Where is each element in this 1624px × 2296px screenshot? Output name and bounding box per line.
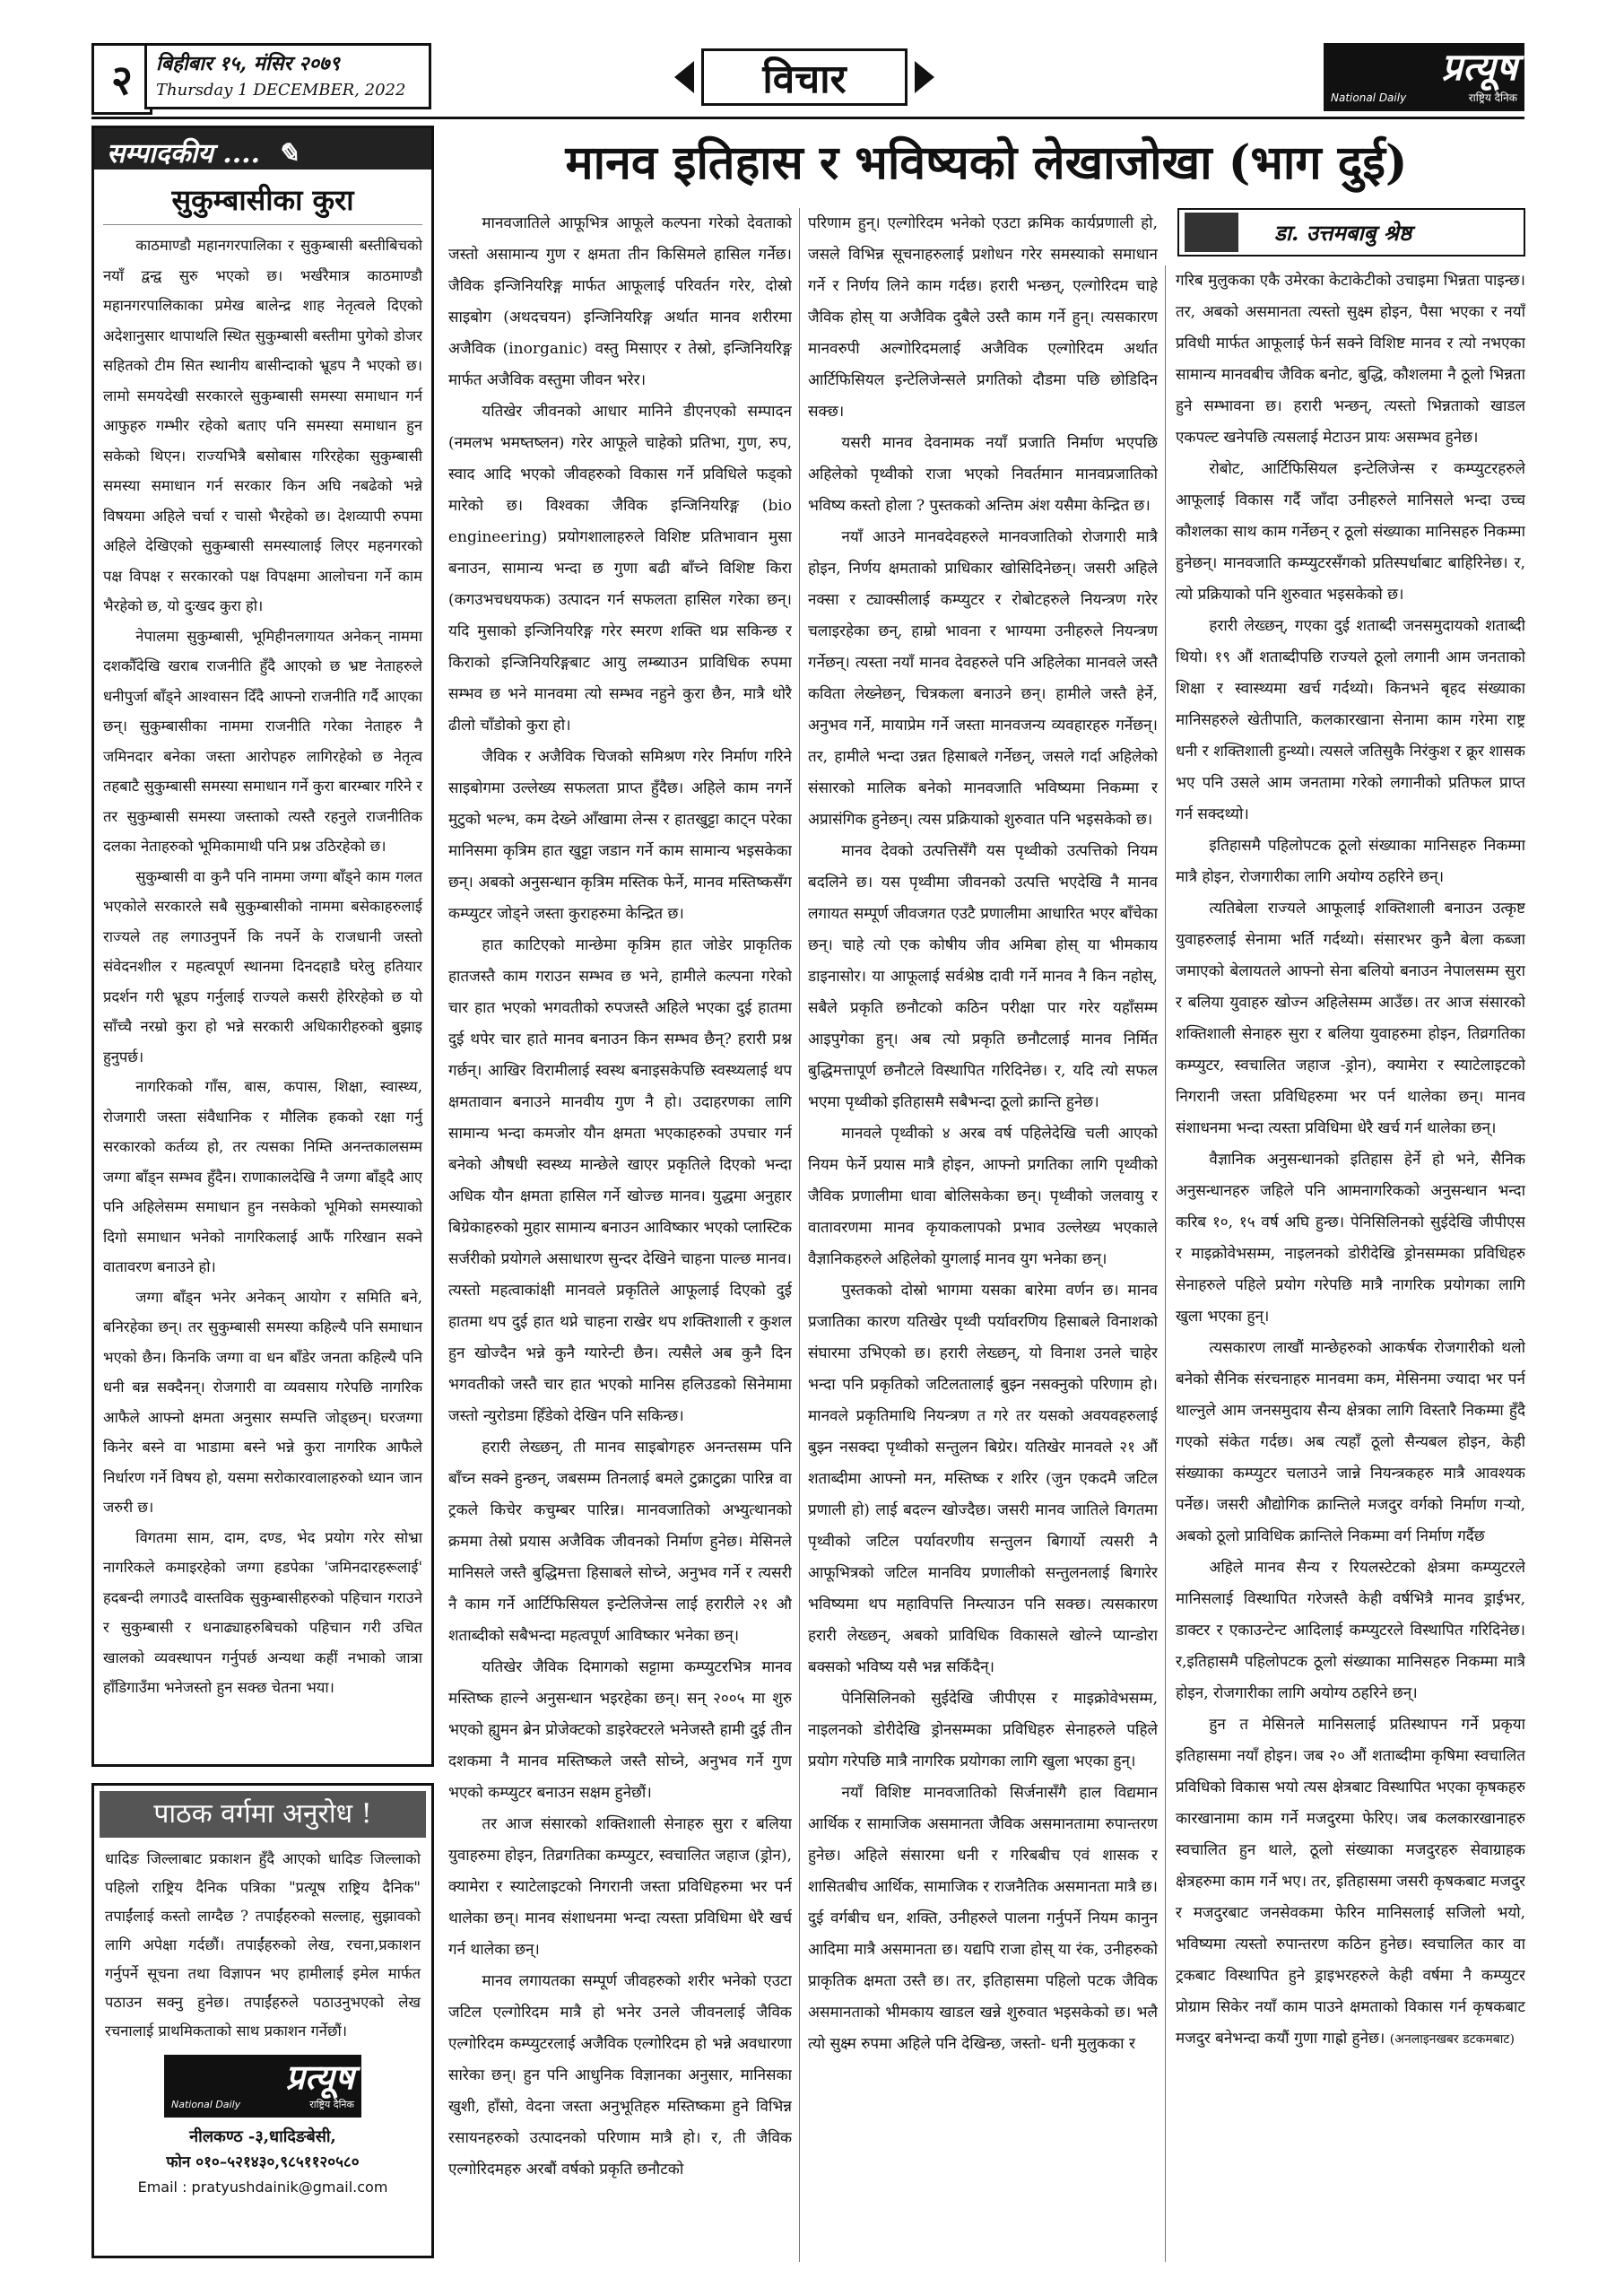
right-arrow-icon (915, 61, 934, 93)
editorial-title: सुकुम्बासीका कुरा (103, 170, 422, 225)
editorial-paragraph: सुकुम्बासी वा कुनै पनि नाममा जग्गा बाँड्ने काम गलत भएकोले सरकारले सबै सुकुम्बासीको नाममा बसेकाहरुलाई राज्यले तह लगाउनुपर्ने कि नपर्ने के राजधानी जस्तो संवेदनशील र महत्वपूर्ण स्थानमा दिनदहाडै घरेलु हतियार प्रदर्शन गरी भ्रूडप गर्नुलाई राज्यले कसरी हेरिरहेको छ यो साँच्चै नरम्रो कुरा हो भन्ने सरकारी अधिकारीहरुको बुझाइ हुनुपर्छ। (103, 867, 422, 1065)
section-banner (674, 45, 934, 109)
editorial-body (94, 225, 431, 1709)
publisher-email: Email : pratyushdainik@gmail.com (137, 2179, 388, 2196)
editorial-label: सम्पादकीय .... (107, 138, 261, 170)
article-paragraph: अहिले मानव सैन्य र रियलस्टेटको क्षेत्रमा कम्प्युटरले मानिसलाई विस्थापित गरेजस्तै केही वर्षभित्रै मानव ड्राईभर, डाक्टर र एकाउन्टेन्ट आदिलाई कम्प्युटरले विस्थापित गरिदिनेछ। र,इतिहासमै पहिलोपटक ठूलो संख्याका मानिसहरु निकम्मा मात्रै होइन, रोजगारीका लागि अयोग्य ठहरिने छन्। (1176, 1559, 1525, 1702)
logo-sub-en: National Daily (1331, 91, 1407, 104)
article-paragraph: इतिहासमै पहिलोपटक ठूलो संख्याका मानिसहरु निकम्मा मात्रै होइन, रोजगारीका लागि अयोग्य ठहरिने छन्। (1176, 837, 1525, 886)
masthead-logo (1324, 43, 1524, 111)
section-title: विचार (762, 57, 847, 102)
article-paragraph: यतिखेर जीवनको आधार मानिने डीएनएको सम्पादन (नमलभ भमष्तष्लन) गरेर आफूले चाहेको प्रतिभा, गुण, रुप, स्वाद आदि भएको जीवहरुको विकास गर्ने प्रविधिले फड्को मारेको छ। विश्वका जैविक इन्जिनियरिङ्ग (bio engineering) प्रयोगशालाहरुले विशिष्ट प्रतिभावान मुसा बनाउन, सामान्य भन्दा छ गुणा बढी बाँच्ने विशिष्ट किरा (कगउभचधयफक) उत्पादन गर्न सफलता हासिल गरेका छन्। यदि मुसाको इन्जिनियरिङ्ग गरेर स्मरण शक्ति थप्न सकिन्छ र किराको इन्जिनियरिङ्गबाट आयु लम्ब्याउन प्राविधिक रुपमा सम्भव छ भने मानवमा त्यो सम्भव नहुने कुरा छैन, मात्रै थोरै ढीलो चाँडोको कुरा हो। (448, 403, 792, 735)
publisher-phone: फोन ०१०–५२१४३०,९८५११२०५८० (166, 2153, 360, 2171)
pen-icon: ✎ (276, 138, 300, 170)
page-number-box (91, 43, 152, 115)
editorial-label-bar (94, 128, 431, 170)
footer-logo (164, 2055, 361, 2118)
logo-text: प्रत्यूष (1441, 45, 1517, 89)
column-divider (799, 208, 800, 2262)
article-column-3 (1176, 265, 1525, 2262)
publisher-address: नीलकण्ठ -३,धादिङबेसी, (189, 2127, 336, 2146)
footer-logo-sub-en: National Daily (171, 2099, 241, 2110)
article-paragraph: यसरी मानव देवनामक नयाँ प्रजाति निर्माण भएपछि अहिलेको पृथ्वीको राजा भएको निवर्तमान मानवप्रजातिको भविष्य कस्तो होला ? पुस्तकको अन्तिम अंश यसैमा केन्द्रित छ। (808, 434, 1158, 515)
article-paragraph: रोबोट, आर्टिफिसियल इन्टेलिजेन्स र कम्प्युटरहरुले आफूलाई विकास गर्दै जाँदा उनीहरुले मानिसले भन्दा उच्च कौशलका साथ काम गर्नेछन् र ठूलो संख्याका मानिसहरु निकम्मा हुनेछन्। मानवजाति कम्प्युटरसँगको प्रतिस्पर्धाबाट बाहिरिनेछ। र, त्यो प्रक्रियाको पनि शुरुवात भइसकेको छ। (1176, 460, 1525, 604)
article-paragraph: मानव देवको उत्पत्तिसँगै यस पृथ्वीको उत्पत्तिको नियम बदलिने छ। यस पृथ्वीमा जीवनको उत्पत्ति भएदेखि नै मानव लगायत सम्पूर्ण जीवजगत एउटै प्रणालीमा आधारित भएर बाँचेका छन्। चाहे त्यो एक कोषीय जीव अमिबा होस् या भीमकाय डाइनासोर। या आफूलाई सर्वश्रेष्ठ दावी गर्ने मानव नै किन नहोस्, सबैले प्रकृति छनौटको कठिन परीक्षा पार गरेर यहाँसम्म आइपुगेका हुन्। अब त्यो प्रकृति छनौटलाई मानव निर्मित बुद्धिमत्तापूर्ण छनौटले विस्थापित गरिदिनेछ। र, यदि त्यो सफल भएमा पृथ्वीको इतिहासमै सबैभन्दा ठूलो क्रान्ति हुनेछ। (808, 842, 1158, 1111)
editorial-paragraph: नागरिकको गाँस, बास, कपास, शिक्षा, स्वास्थ्य, रोजगारी जस्ता संवैधानिक र मौलिक हकको रक्षा गर्नु सरकारको कर्तव्य हो, तर त्यसका निम्ति अनन्तकालसम्म जग्गा बाँड्न सम्भव हुँदैन। राणाकालदेखि नै जग्गा बाँड्दै आए पनि अहिलेसम्म समाधान हुन नसकेको भूमिको समस्याको दिगो समाधान भनेको नागरिकलाई आफैं गरिखान सक्ने वातावरण बनाउने हो। (103, 1078, 422, 1275)
author-name: डा. उत्तमबाबु श्रेष्ठ (1274, 219, 1411, 246)
source-note: (अनलाइनखबर डटकमबाट) (1389, 2032, 1515, 2047)
reader-request-body (94, 1843, 431, 2048)
page-number: २ (111, 56, 133, 104)
footer-logo-sub-np: राष्ट्रिय दैनिक (309, 2099, 354, 2110)
logo-sub-np: राष्ट्रिय दैनिक (1468, 91, 1517, 104)
article-paragraph: तर आज संसारको शक्तिशाली सेनाहरु सुरा र बलिया युवाहरुमा होइन, तिव्रगतिका कम्प्युटर, स्वचालित जहाज (ड्रोन), क्यामेरा र स्याटेलाइटको निगरानी जस्ता प्रविधिहरुमा भर पर्न थालेका छन्। मानव संशाधनमा भन्दा त्यस्ता प्रविधिमा धेरै खर्च गर्न थालेका छन्। (448, 1815, 792, 1959)
date-nepali: बिहीबार १५, मंसिर २०७९ (156, 52, 340, 75)
editorial-paragraph: काठमाण्डौ महानगरपालिका र सुकुम्बासी बस्तीबिचको नयाँ द्वन्द्व सुरु भएको छ। भर्खरैमात्र काठमाण्डौ महानगरपालिकाका प्रमेख बालेन्द्र शाह नेतृत्वले दिएको अदेशानुसार थापाथलि स्थित सुकुम्बासी बस्तीमा पुगेको डोजर सहितको टीम सित स्थानीय बासीन्दाको भ्रूडप नै भएको छ। लामो समयदेखी सरकारले सुकुम्बासी समस्या समाधान गर्न आफुहरु गम्भीर रहेको बताए पनि समस्या समाधान हुन सकेको थिएन। राज्यभित्रै बसोबास गरिरहेका सुकुम्बासी समस्या समाधान गर्न सरकार किन अघि नबढेको भन्ने विषयमा अहिले चर्चा र चासो भैरहेको छ। देशव्यापी रुपमा अहिले देखिएको सुकुम्बासी समस्यालाई लिएर महनगरको पक्ष विपक्ष र सरकारको पक्ष विपक्षमा आलोचना गर्ने काम भैरहेको छ, यो दुःखद कुरा हो। (103, 237, 422, 614)
article-paragraph: मानवले पृथ्वीको ४ अरब वर्ष पहिलेदेखि चली आएको नियम फेर्ने प्रयास मात्रै होइन, आफ्नो प्रगतिका लागि पृथ्वीको जैविक प्रणालीमा धावा बोलिसकेका छन्। पृथ्वीको जलवायु र वातावरणमा मानव कृयाकलापको प्रभाव उल्लेख्य भएकाले वैज्ञानिकहरुले अहिलेको युगलाई मानव युग भनेका छन्। (808, 1125, 1158, 1268)
date-box (144, 43, 431, 109)
article-paragraph: मानवजातिले आफूभित्र आफूले कल्पना गरेको देवताको जस्तो असामान्य गुण र क्षमता तीन किसिमले हासिल गर्नेछ। जैविक इन्जिनियरिङ्ग मार्फत आफूलाई परिवर्तन गरेर, दोस्रो साइबोग (अथदचयन) इन्जिनियरिङ्ग अर्थात मानव शरीरमा अजैविक (inorganic) वस्तु मिसाएर र तेस्रो, इन्जिनियरिङ्ग मार्फत अजैविक वस्तुमा जीवन भरेर। (448, 214, 792, 389)
article-headline: मानव इतिहास र भविष्यको लेखाजोखा (भाग दुई) (565, 135, 1408, 190)
article-paragraph: मानव लगायतका सम्पूर्ण जीवहरुको शरीर भनेको एउटा जटिल एल्गोरिदम मात्रै हो भनेर उनले जीवनलाई जैविक एल्गोरिदम कम्प्युटरलाई अजैविक एल्गोरिदम हो भन्ने अवधारणा सारेका छन्। हुन पनि आधुनिक विज्ञानका अनुसार, मानिसका खुशी, हाँसो, वेदना जस्ता अनुभूतिहरु मस्तिष्कमा हुने विभिन्न रसायनहरुको उत्पादनको परिणाम मात्रै हो। र, ती जैविक एल्गोरिदमहरु अरबौं वर्षको प्रकृति छनौटको (448, 1972, 792, 2179)
reader-request-paragraph: धादिङ जिल्लाबाट प्रकाशन हुँदै आएको धादिङ जिल्लाको पहिलो राष्ट्रिय दैनिक पत्रिका "प्रत्यूष राष्ट्रिय दैनिक" तपाईंलाई कस्तो लाग्दैछ ? तपाईंहरुको सल्लाह, सुझावको लागि अपेक्षा गर्दछौं। तपाईंहरुको लेख, रचना,प्रकाशन गर्नुपर्ने सूचना तथा विज्ञापन भए हामीलाई इमेल मार्फत पठाउन सक्नु हुनेछ। तपाईंहरुले पठाउनुभएको लेख रचनालाई प्राथमिकताको साथ प्रकाशन गर्नेछौं। (105, 1850, 421, 2039)
reader-request-title: पाठक वर्गमा अनुरोध ! (100, 1791, 426, 1838)
article-paragraph: त्यसकारण लाखौं मान्छेहरुको आकर्षक रोजगारीको थलो बनेको सैनिक संरचनाहरु मानवमा कम, मेसिनमा ज्यादा भर पर्न थाल्नुले आम जनसमुदाय सैन्य क्षेत्रका लागि विस्तारै निकम्मा हुँदै गएको संकेत गर्दछ। अब त्यहाँ ठूलो सैन्यबल होइन, केही संख्याका कम्प्युटर चलाउने जान्ने नियन्त्रकहरु मात्रै आवश्यक पर्नेछ। जसरी औद्योगिक क्रान्तिले मजदुर वर्गको निर्माण गर्‍यो, अबको ठूलो प्राविधिक क्रान्तिले निकम्मा वर्ग निर्माण गर्दैछ (1176, 1339, 1525, 1545)
article-paragraph: जैविक र अजैविक चिजको समिश्रण गरेर निर्माण गरिने साइबोगमा उल्लेख्य सफलता प्राप्त हुँदैछ। अहिले काम नगर्ने मुटुको भल्भ, कम देख्ने आँखामा लेन्स र हातखुट्टा काट्न परेका मानिसमा कृत्रिम हात खुट्टा जडान गर्ने काम सामान्य भइसकेका छन्। अबको अनुसन्धान कृत्रिम मस्तिक फेर्ने, मानव मस्तिष्कसँग कम्प्युटर जोड्ने जस्ता कुराहरुमा केन्द्रित छ। (448, 748, 792, 923)
article-paragraph: यतिखेर जैविक दिमागको सट्टामा कम्प्युटरभित्र मानव मस्तिष्क हाल्ने अनुसन्धान भइरहेका छन्। सन् २००५ मा शुरु भएको ह्युमन ब्रेन प्रोजेक्टको डाइरेक्टरले भनेजस्तै हामी दुई तीन दशकमा नै मानव मस्तिष्कले जस्तै सोच्ने, अनुभव गर्ने गुण भएको कम्प्युटर बनाउन सक्षम हुनेछौं। (448, 1658, 792, 1802)
article-paragraph: हात काटिएको मान्छेमा कृत्रिम हात जोडेर प्राकृतिक हातजस्तै काम गराउन सम्भव छ भने, हामीले कल्पना गरेको चार हात भएको भगवतीको रुपजस्तै अहिले भएका दुई हातमा दुई थपेर चार हाते मानव बनाउन किन सम्भव छैन्? हरारी प्रश्न गर्छन्। आखिर विरामीलाई स्वस्थ बनाइसकेपछि स्वस्थ्यलाई थप क्षमतावान बनाउने मानवीय गुण नै हो। उदाहरणका लागि सामान्य भन्दा कमजोर यौन क्षमता भएकाहरुको उपचार गर्न बनेको औषधी स्वस्थ्य मान्छेले खाएर प्रकृतिले दिएको भन्दा अधिक यौन क्षमता हासिल गर्ने खोज्छ मानव। युद्धमा अनुहार बिग्रेकाहरुको मुहार सामान्य बनाउन आविष्कार भएको प्लास्टिक सर्जरीको प्रयोगले असाधारण सुन्दर देखिने चाहना पाल्छ मानव। त्यस्तो महत्वाकांक्षी मानवले प्रकृतिले आफूलाई दिएको दुई हातमा थप दुई हात थप्ने चाहना राखेर थप शक्तिशाली र कुशल हुन खोज्दैन भन्ने कुनै ग्यारेन्टी छैन। त्यसैले अब कुनै दिन भगवतीको जस्तै चार हात भएको मानिस हलिउडको सिनेमामा जस्तो न्युरोडमा हिँडेको देखिन पनि सकिन्छ। (448, 936, 792, 1425)
author-photo (1185, 213, 1238, 252)
article-paragraph (1176, 1709, 1525, 2056)
article-paragraph: पेनिसिलिनको सुईदेखि जीपीएस र माइक्रोवेभसम्म, नाइलनको डोरीदेखि ड्रोनसम्मका प्रविधिहरु सेनाहरुले पहिले प्रयोग गरेपछि मात्रै नागरिक प्रयोगका लागि खुला भएका हुन्। (808, 1690, 1158, 1770)
editorial-paragraph: नेपालमा सुकुम्बासी, भूमिहीनलगायत अनेकन् नाममा दशकौँदेखि खराब राजनीति हुँदै आएको छ भ्रष्ट नेताहरुले धनीपुर्जा बाँड्ने आश्वासन दिँदै आफ्नो राजनीति गर्दै आएका छन्। सुकुम्बासीका नाममा राजनीति गरेका नेताहरु नै जमिनदार बनेका जस्ता आरोपहरु लागिरहेको छ नेतृत्व तहबाटै सुकुम्बासी समस्या समाधान गर्ने कुरा बारम्बार गरिने र तर सुकुम्बासी समस्या जस्ताको त्यस्तै रहनुले राजनीतिक दलका नेताहरुको भूमिकामाथी पनि प्रश्न उठिरहेको छ। (103, 627, 422, 855)
article-column-1 (448, 208, 792, 2262)
editorial-box (91, 126, 434, 1767)
article-paragraph: नयाँ आउने मानवदेवहरुले मानवजातिको रोजगारी मात्रै होइन, निर्णय क्षमताको प्राधिकार खोसिदिनेछन्। जसरी अहिले नक्सा र ट्याक्सीलाई कम्प्युटर र रोबोटहरुले नियन्त्रण गरेर चलाइरहेका छन्, हाम्रो भावना र भाग्यमा उनीहरुले नियन्त्रण गर्नेछन्। त्यस्ता नयाँ मानव देवहरुले पनि अहिलेका मानवले जस्तै कविता लेख्नेछन्, चित्रकला बनाउने छन्। हामीले जस्तै हेर्ने, अनुभव गर्ने, मायाप्रेम गर्ने जस्ता मानवजन्य व्यवहारहरु गर्नेछन्। तर, हामीले भन्दा उन्नत हिसाबले गर्नेछन्, जसले गर्दा अहिलेको संसारको मालिक बनेको मानवजाति भविष्यमा निकम्मा र अप्रासंगिक हुनेछन्। त्यस प्रक्रियाको शुरुवात पनि भइसकेको छ। (808, 528, 1158, 829)
column-divider (1165, 265, 1166, 2262)
article-column-2 (808, 208, 1158, 2262)
article-paragraph: पुस्तकको दोस्रो भागमा यसका बारेमा वर्णन छ। मानव प्रजातिका कारण यतिखेर पृथ्वी पर्यावरणिय हिसाबले विनाशको संघारमा उभिएको छ। हरारी लेख्छन्, यो विनाश उनले चाहेर भन्दा पनि प्रकृतिको जटिलतालाई बुझ्न नसक्नुको परिणाम हो। मानवले प्रकृतिमाथि नियन्त्रण त गरे तर यसको अवयवहरुलाई बुझ्न नसक्दा पृथ्वीको सन्तुलन बिग्रेर। यतिखेर मानवले २१ औं शताब्दीमा आफ्नो मन, मस्तिष्क र शरिर (जुन एकदमै जटिल प्रणाली हो) लाई बदल्न खोज्दैछ। जसरी मानव जातिले विगतमा पृथ्वीको जटिल पर्यावरणीय सन्तुलन बिगार्यो त्यसरी नै आफूभित्रको जटिल मानविय प्रणालीको सन्तुलनलाई बिगारेर भविष्यमा थप महाविपत्ति निम्त्याउन पनि सक्छ। त्यसकारण हरारी लेख्छन्, अबको प्राविधिक विकासले खोल्ने प्यान्डोरा बक्सको भविष्य यसै भन्न सकिँदैन्। (808, 1282, 1158, 1676)
footer-logo-text: प्रत्यूष (285, 2057, 354, 2097)
reader-request-box (91, 1783, 434, 2258)
author-box (1177, 208, 1525, 257)
header-rule (91, 117, 1524, 119)
editorial-paragraph: विगतमा साम, दाम, दण्ड, भेद प्रयोग गरेर सोभ्रा नागरिकले कमाइरहेको जग्गा हडपेका 'जमिनदारहरूलाई' हदबन्दी लगाउदै वास्तविक सुकुम्बासीहरुको पहिचान गराउने र सुकुम्बासी र धनाढ्याहरुबिचको पहिचान गरी उचित खालको व्यवस्थापन गर्नुपर्छ अन्यथा कहीं नभाको जात्रा हाँडिगाउँमा भनेजस्तो हुन सक्छ चेतना भया। (103, 1528, 422, 1696)
article-paragraph: त्यतिबेला राज्यले आफूलाई शक्तिशाली बनाउन उत्कृष्ट युवाहरुलाई सेनामा भर्ति गर्दथ्यो। संसारभर कुनै बेला कब्जा जमाएको बेलायतले आफ्नो सेना बलियो बनाउन नेपालसम्म सुरा र बलिया युवाहरु खोज्न अहिलेसम्म आउँछ। तर आज संसारको शक्तिशाली सेनाहरु सुरा र बलिया युवाहरुमा होइन, तिव्रगतिका कम्प्युटर, स्वचालित जहाज -ड्रोन), क्यामेरा र स्याटेलाइटको निगरानी जस्ता प्रविधिहरुमा भर पर्न थालेका छन्। मानव संशाधनमा भन्दा त्यस्ता प्रविधिमा धेरै खर्च गर्न थालेका छन्। (1176, 900, 1525, 1137)
article-paragraph: हरारी लेख्छन्, गएका दुई शताब्दी जनसमुदायको शताब्दी थियो। १९ औं शताब्दीपछि राज्यले ठूलो लगानी आम जनताको शिक्षा र स्वास्थ्यमा खर्च गर्दथ्यो। किनभने बृहद संख्याका मानिसहरुले खेतीपाति, कलकारखाना सेनामा काम गरेमा राष्ट्र धनी र शक्तिशाली हुन्थ्यो। त्यसले जतिसुकै निरंकुश र क्रूर शासक भए पनि उसले आम जनतामा गरेको लगानीको प्रतिफल प्राप्त गर्न सक्दथ्यो। (1176, 617, 1525, 823)
date-english: Thursday 1 DECEMBER, 2022 (156, 81, 406, 100)
editorial-paragraph: जग्गा बाँड्न भनेर अनेकन् आयोग र समिति बने, बनिरहेका छन्। तर सुकुम्बासी समस्या कहिल्यै पनि समाधान भएको छैन। किनकि जग्गा वा धन बाँडेर जनता कहिल्यै पनि धनी बन्न सक्दैनन्। रोजगारी वा व्यवसाय गरेपछि नागरिक आफैले आफ्नो क्षमता अनुसार सम्पत्ति जोड्छन्। घरजग्गा किनेर बस्ने वा भाडामा बस्ने भन्ने कुरा नागरिक आफैले निर्धारण गर्ने विषय हो, यसमा सरोकारवालाहरुको ध्यान जान जरुरी छ। (103, 1288, 422, 1516)
left-arrow-icon (674, 61, 694, 93)
article-paragraph: परिणाम हुन्। एल्गोरिदम भनेको एउटा क्रमिक कार्यप्रणाली हो, जसले विभिन्न सूचनाहरुलाई प्रशोधन गरेर समस्याको समाधान गर्ने र निर्णय लिने काम गर्दछ। हरारी भन्छन्, एल्गोरिदम चाहे जैविक होस् या अजैविक दुबैले उस्तै काम गर्ने हुन्। त्यसकारण मानवरुपी अल्गोरिदमलाई अजैविक एल्गोरिदम अर्थात आर्टिफिसियल इन्टेलिजेन्सले प्रगतिको दौडमा पछि छोडिदिन सक्छ। (808, 214, 1158, 421)
article-paragraph: गरिब मुलुकका एकै उमेरका केटाकेटीको उचाइमा भिन्नता पाइन्छ। तर, अबको असमानता त्यस्तो सुक्ष्म होइन, पैसा भएका र नयाँ प्रविधी मार्फत आफूलाई फेर्न सक्ने विशिष्ट मानव र त्यो नभएका सामान्य मानवबीच जैविक बनोट, बुद्धि, कौशलमा नै ठूलो भिन्नता हुने सम्भावना छ। हरारी भन्छन्, त्यस्तो भिन्नताको खाडल एकपल्ट खनेपछि त्यसलाई मेटाउन प्रायः असम्भव हुनेछ। (1176, 272, 1525, 447)
article-paragraph-text: हुन त मेसिनले मानिसलाई प्रतिस्थापन गर्ने प्रकृया इतिहासमा नयाँ होइन। जब २० औं शताब्दीमा कृषिमा स्वचालित प्रविधिको विकास भयो त्यस क्षेत्रबाट विस्थापित भएका कृषकहरु कारखानामा काम गर्ने मजदुरमा फेरिए। जब कलकारखानाहरु स्वचालित हुन थाले, ठूलो संख्याका मजदुरहरु सेवाग्राहक क्षेत्रहरुमा काम गर्ने भए। तर, इतिहासमा जसरी कृषकबाट मजदुर र मजदुरबाट जनसेवकमा फेरिन मानिसलाई सजिलो भयो, भविष्यमा त्यस्तो रुपान्तरण कठिन हुनेछ। स्वचालित कार वा ट्रकबाट विस्थापित हुने ड्राइभरहरुले केही वर्षमा नै कम्प्युटर प्रोग्राम सिकेर नयाँ काम पाउने क्षमताको विकास गर्न कृषकबाट मजदुर बनेभन्दा कयौं गुणा गाह्रो हुनेछ। (1176, 1716, 1525, 2048)
section-title-box (701, 48, 908, 106)
article-paragraph: नयाँ विशिष्ट मानवजातिको सिर्जनासँगै हाल विद्यमान आर्थिक र सामाजिक असमानता जैविक असमानतामा रुपान्तरण हुनेछ। अहिले संसारमा धनी र गरिबबीच एवं शासक र शासितबीच आर्थिक, सामाजिक र राजनैतिक असमानता मात्रै छ। दुई वर्गबीच धन, शक्ति, उनीहरुले पालना गर्नुपर्ने नियम कानुन आदिमा मात्रै असमानता छ। यद्यपि राजा होस् या रंक, उनीहरुको प्राकृतिक क्षमता उस्तै छ। तर, इतिहासमा पहिलो पटक जैविक असमानताको भीमकाय खाडल खन्ने शुरुवात भइसकेको छ। भलै त्यो सुक्ष्म रुपमा अहिले पनि देखिन्छ, जस्तो- धनी मुलुकका र (808, 1784, 1158, 2053)
article-paragraph: हरारी लेख्छन्, ती मानव साइबोगहरु अनन्तसम्म पनि बाँच्न सक्ने हुन्छन्, जबसम्म तिनलाई बमले टुक्राटुक्रा पारिन्न वा ट्रकले किचेर कचुम्बर पारिन्न। मानवजातिको अभ्युत्थानको क्रममा तेस्रो प्रयास अजैविक जीवनको निर्माण हुनेछ। मेसिनले मानिसले जस्तै बुद्धिमत्ता हिसाबले सोच्ने, अनुभव गर्ने र त्यसरी नै काम गर्ने आर्टिफिसियल इन्टेलिजेन्स लाई हरारीले २१ औ शताब्दीको सबैभन्दा महत्वपूर्ण आविष्कार भनेका छन्। (448, 1439, 792, 1645)
article-paragraph: वैज्ञानिक अनुसन्धानको इतिहास हेर्ने हो भने, सैनिक अनुसन्धानहरु जहिले पनि आमनागरिकको अनुसन्धान भन्दा करिब १०, १५ वर्ष अघि हुन्छ। पेनिसिलिनको सुईदेखि जीपीएस र माइक्रोवेभसम्म, नाइलनको डोरीदेखि ड्रोनसम्मका प्रविधिहरु सेनाहरुले पहिले प्रयोग गरेपछि मात्रै नागरिक प्रयोगका लागि खुला भएका हुन्। (1176, 1151, 1525, 1326)
